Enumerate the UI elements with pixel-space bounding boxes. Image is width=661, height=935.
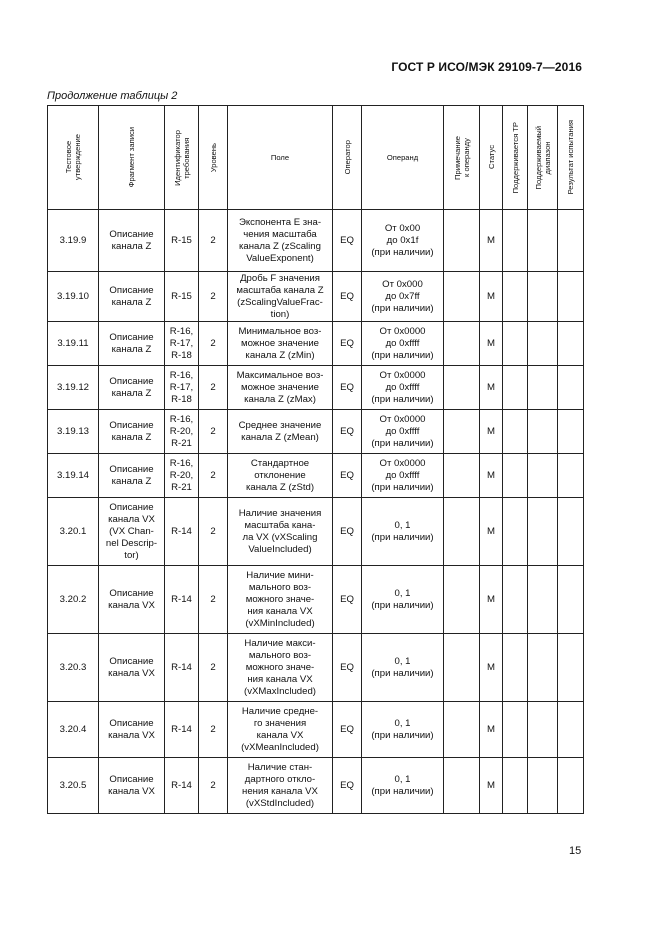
cell-text: Наличие мини- мального воз- можного значе- ния канала VX (vXMinIncluded) (245, 569, 315, 629)
field-cell (228, 758, 333, 814)
level-cell (199, 498, 228, 566)
operand-note-cell (444, 410, 480, 454)
column-header-label: Уровень (208, 142, 218, 173)
table-row (48, 366, 584, 410)
requirement-id-cell (165, 498, 199, 566)
supported-range-cell (528, 498, 558, 566)
tp-support-cell (503, 634, 528, 702)
status-cell (480, 322, 503, 366)
test-assertion-cell (48, 702, 99, 758)
operand-note-cell (444, 634, 480, 702)
cell-text: 3.19.10 (56, 290, 89, 302)
cell-text: От 0x000 до 0x7ff (при наличии) (371, 278, 434, 314)
level-cell (199, 566, 228, 634)
test-result-cell (558, 758, 584, 814)
cell-text: Минимальное воз- можное значение канала Z (zMin) (238, 325, 322, 361)
cell-text: EQ (340, 234, 354, 246)
cell-text: M (487, 593, 495, 605)
operand-cell (362, 322, 444, 366)
cell-text: EQ (340, 425, 354, 437)
cell-text: M (487, 723, 495, 735)
level-cell (199, 758, 228, 814)
table-row (48, 322, 584, 366)
cell-text: R-14 (171, 723, 192, 735)
requirement-id-cell (165, 366, 199, 410)
cell-text: Описание канала Z (109, 375, 154, 399)
requirement-id-cell (165, 454, 199, 498)
table-body (48, 210, 584, 814)
operator-cell (333, 454, 362, 498)
record-fragment-cell (99, 454, 165, 498)
operand-note-cell (444, 566, 480, 634)
operand-note-cell (444, 210, 480, 272)
requirement-id-cell (165, 634, 199, 702)
operator-cell (333, 272, 362, 322)
cell-text: Описание канала VX (108, 587, 155, 611)
cell-text: Дробь F значения масштаба канала Z (zScalingValueFrac- tion) (236, 272, 324, 320)
cell-text: Наличие макси- мального воз- можного значе- ния канала VX (vXMaxIncluded) (244, 637, 316, 697)
cell-text: 3.20.4 (59, 723, 87, 735)
supported-range-cell (528, 210, 558, 272)
table-row (48, 566, 584, 634)
field-cell (228, 410, 333, 454)
record-fragment-cell (99, 566, 165, 634)
cell-text: Описание канала VX (108, 655, 155, 679)
supported-range-cell (528, 634, 558, 702)
cell-text: 2 (210, 381, 216, 393)
cell-text: M (487, 525, 495, 537)
cell-text: 2 (210, 290, 216, 302)
cell-text: R-16, R-17, R-18 (169, 369, 194, 405)
record-fragment-cell (99, 272, 165, 322)
column-header (362, 106, 444, 210)
test-assertion-cell (48, 758, 99, 814)
cell-text: Описание канала Z (109, 284, 154, 308)
cell-text: EQ (340, 381, 354, 393)
cell-text: R-16, R-20, R-21 (169, 457, 194, 493)
cell-text: R-16, R-20, R-21 (169, 413, 194, 449)
field-cell (228, 702, 333, 758)
field-cell (228, 322, 333, 366)
cell-text: R-14 (171, 661, 192, 673)
status-cell (480, 454, 503, 498)
record-fragment-cell (99, 210, 165, 272)
test-result-cell (558, 410, 584, 454)
cell-text: От 0x0000 до 0xffff (при наличии) (371, 369, 434, 405)
cell-text: M (487, 469, 495, 481)
level-cell (199, 634, 228, 702)
cell-text: EQ (340, 661, 354, 673)
supported-range-cell (528, 758, 558, 814)
operator-cell (333, 410, 362, 454)
operand-cell (362, 566, 444, 634)
cell-text: От 0x0000 до 0xffff (при наличии) (371, 457, 434, 493)
operator-cell (333, 322, 362, 366)
test-assertion-cell (48, 410, 99, 454)
requirement-id-cell (165, 566, 199, 634)
operand-note-cell (444, 702, 480, 758)
cell-text: EQ (340, 723, 354, 735)
cell-text: Максимальное воз- можное значение канала Z (zMax) (236, 369, 324, 405)
cell-text: M (487, 425, 495, 437)
cell-text: M (487, 290, 495, 302)
cell-text: 2 (210, 525, 216, 537)
cell-text: Описание канала Z (109, 463, 154, 487)
column-header-label: Статус (486, 145, 496, 170)
test-assertion-cell (48, 272, 99, 322)
column-header-label: Операнд (386, 152, 419, 162)
record-fragment-cell (99, 758, 165, 814)
status-cell (480, 634, 503, 702)
operand-note-cell (444, 498, 480, 566)
cell-text: 3.19.14 (56, 469, 89, 481)
level-cell (199, 210, 228, 272)
status-cell (480, 410, 503, 454)
test-result-cell (558, 634, 584, 702)
level-cell (199, 410, 228, 454)
record-fragment-cell (99, 498, 165, 566)
column-header-label: Примечание к операнду (452, 135, 471, 180)
operator-cell (333, 366, 362, 410)
status-cell (480, 702, 503, 758)
operator-cell (333, 210, 362, 272)
field-cell (228, 366, 333, 410)
cell-text: M (487, 234, 495, 246)
cell-text: Наличие стан- дартного откло- нения канала VX (vXStdIncluded) (242, 761, 318, 809)
cell-text: M (487, 661, 495, 673)
field-cell (228, 634, 333, 702)
supported-range-cell (528, 366, 558, 410)
requirement-id-cell (165, 272, 199, 322)
requirement-id-cell (165, 702, 199, 758)
column-header-label: Оператор (342, 140, 352, 175)
tp-support-cell (503, 366, 528, 410)
table-row (48, 702, 584, 758)
table-row (48, 634, 584, 702)
tp-support-cell (503, 758, 528, 814)
cell-text: 3.20.1 (59, 525, 87, 537)
record-fragment-cell (99, 702, 165, 758)
operator-cell (333, 566, 362, 634)
column-header-label: Идентификатор требования (172, 129, 191, 186)
column-header (228, 106, 333, 210)
cell-text: 2 (210, 234, 216, 246)
operand-cell (362, 634, 444, 702)
cell-text: Описание канала Z (109, 331, 154, 355)
cell-text: Экспонента E зна- чения масштаба канала Z (zScaling ValueExponent) (238, 216, 322, 264)
requirements-table (47, 105, 584, 814)
column-header (165, 106, 199, 210)
column-header-label: Поддерживаемый диапазон (533, 125, 552, 190)
column-header (333, 106, 362, 210)
column-header (528, 106, 558, 210)
field-cell (228, 454, 333, 498)
status-cell (480, 366, 503, 410)
cell-text: 3.20.2 (59, 593, 87, 605)
cell-text: 0, 1 (при наличии) (371, 773, 434, 797)
test-result-cell (558, 454, 584, 498)
table-row (48, 272, 584, 322)
tp-support-cell (503, 210, 528, 272)
cell-text: Описание канала VX (VX Chan- nel Descrip- tor) (105, 501, 158, 561)
cell-text: M (487, 381, 495, 393)
table-caption: Продолжение таблицы 2 (47, 90, 178, 102)
test-result-cell (558, 498, 584, 566)
operator-cell (333, 634, 362, 702)
cell-text: EQ (340, 469, 354, 481)
level-cell (199, 702, 228, 758)
status-cell (480, 498, 503, 566)
record-fragment-cell (99, 322, 165, 366)
page-number: 15 (569, 845, 582, 857)
cell-text: Среднее значение канала Z (zMean) (238, 419, 322, 443)
column-header-label: Поддерживается ТР (510, 121, 520, 194)
column-header-label: Тестовое утверждение (64, 134, 82, 181)
test-assertion-cell (48, 366, 99, 410)
table-row (48, 454, 584, 498)
cell-text: Наличие значения масштаба кана- ла VX (vXScaling ValueIncluded) (238, 507, 322, 555)
cell-text: 2 (210, 469, 216, 481)
test-result-cell (558, 366, 584, 410)
column-header (480, 106, 503, 210)
status-cell (480, 210, 503, 272)
tp-support-cell (503, 498, 528, 566)
cell-text: 2 (210, 723, 216, 735)
cell-text: R-16, R-17, R-18 (169, 325, 194, 361)
field-cell (228, 566, 333, 634)
document-header: ГОСТ Р ИСО/МЭК 29109-7—2016 (391, 60, 582, 74)
cell-text: Описание канала VX (108, 773, 155, 797)
table-header-row (48, 106, 584, 210)
cell-text: M (487, 337, 495, 349)
tp-support-cell (503, 272, 528, 322)
test-result-cell (558, 566, 584, 634)
cell-text: Наличие средне- го значения канала VX (vXMeanIncluded) (241, 705, 319, 753)
operand-cell (362, 366, 444, 410)
column-header (99, 106, 165, 210)
cell-text: От 0x0000 до 0xffff (при наличии) (371, 413, 434, 449)
cell-text: 3.19.13 (56, 425, 89, 437)
cell-text: M (487, 779, 495, 791)
tp-support-cell (503, 322, 528, 366)
supported-range-cell (528, 702, 558, 758)
cell-text: 2 (210, 425, 216, 437)
field-cell (228, 272, 333, 322)
tp-support-cell (503, 454, 528, 498)
cell-text: R-15 (171, 234, 192, 246)
tp-support-cell (503, 410, 528, 454)
cell-text: 0, 1 (при наличии) (371, 655, 434, 679)
test-result-cell (558, 210, 584, 272)
cell-text: 3.19.9 (59, 234, 87, 246)
cell-text: 2 (210, 337, 216, 349)
test-result-cell (558, 702, 584, 758)
test-assertion-cell (48, 498, 99, 566)
cell-text: От 0x00 до 0x1f (при наличии) (371, 222, 434, 258)
test-result-cell (558, 322, 584, 366)
cell-text: EQ (340, 525, 354, 537)
cell-text: 3.19.11 (57, 337, 89, 349)
supported-range-cell (528, 566, 558, 634)
operand-cell (362, 210, 444, 272)
column-header-label: Фрагмент записи (127, 127, 136, 188)
test-assertion-cell (48, 322, 99, 366)
operand-cell (362, 702, 444, 758)
operand-cell (362, 410, 444, 454)
column-header (48, 106, 99, 210)
cell-text: 0, 1 (при наличии) (371, 519, 434, 543)
tp-support-cell (503, 702, 528, 758)
cell-text: 3.20.3 (59, 661, 87, 673)
cell-text: EQ (340, 779, 354, 791)
column-header (503, 106, 528, 210)
cell-text: R-14 (171, 593, 192, 605)
cell-text: 2 (210, 593, 216, 605)
table-row (48, 210, 584, 272)
test-result-cell (558, 272, 584, 322)
requirement-id-cell (165, 410, 199, 454)
status-cell (480, 566, 503, 634)
cell-text: EQ (340, 337, 354, 349)
column-header-label: Результат испытания (566, 120, 575, 195)
operand-cell (362, 498, 444, 566)
table-row (48, 410, 584, 454)
operator-cell (333, 758, 362, 814)
field-cell (228, 498, 333, 566)
cell-text: R-14 (171, 525, 192, 537)
cell-text: 2 (210, 661, 216, 673)
tp-support-cell (503, 566, 528, 634)
cell-text: 3.20.5 (59, 779, 87, 791)
column-header (199, 106, 228, 210)
level-cell (199, 366, 228, 410)
operand-note-cell (444, 366, 480, 410)
cell-text: EQ (340, 593, 354, 605)
cell-text: 2 (210, 779, 216, 791)
record-fragment-cell (99, 410, 165, 454)
cell-text: Описание канала Z (109, 419, 154, 443)
supported-range-cell (528, 272, 558, 322)
cell-text: R-15 (171, 290, 192, 302)
requirement-id-cell (165, 322, 199, 366)
supported-range-cell (528, 322, 558, 366)
cell-text: Описание канала VX (108, 717, 155, 741)
level-cell (199, 454, 228, 498)
table-row (48, 498, 584, 566)
operand-note-cell (444, 272, 480, 322)
cell-text: 0, 1 (при наличии) (371, 717, 434, 741)
record-fragment-cell (99, 634, 165, 702)
test-assertion-cell (48, 210, 99, 272)
operand-cell (362, 758, 444, 814)
column-header (444, 106, 480, 210)
table-row (48, 758, 584, 814)
level-cell (199, 272, 228, 322)
operand-cell (362, 454, 444, 498)
requirement-id-cell (165, 758, 199, 814)
cell-text: EQ (340, 290, 354, 302)
status-cell (480, 758, 503, 814)
test-assertion-cell (48, 454, 99, 498)
cell-text: Описание канала Z (109, 228, 154, 252)
status-cell (480, 272, 503, 322)
requirement-id-cell (165, 210, 199, 272)
operand-note-cell (444, 758, 480, 814)
operand-note-cell (444, 322, 480, 366)
cell-text: R-14 (171, 779, 192, 791)
cell-text: От 0x0000 до 0xffff (при наличии) (371, 325, 434, 361)
cell-text: 0, 1 (при наличии) (371, 587, 434, 611)
test-assertion-cell (48, 566, 99, 634)
operator-cell (333, 702, 362, 758)
supported-range-cell (528, 410, 558, 454)
column-header-label: Поле (270, 152, 290, 162)
cell-text: 3.19.12 (56, 381, 89, 393)
cell-text: Стандартное отклонение канала Z (zStd) (245, 457, 315, 493)
supported-range-cell (528, 454, 558, 498)
operator-cell (333, 498, 362, 566)
level-cell (199, 322, 228, 366)
record-fragment-cell (99, 366, 165, 410)
operand-note-cell (444, 454, 480, 498)
operand-cell (362, 272, 444, 322)
column-header (558, 106, 584, 210)
test-assertion-cell (48, 634, 99, 702)
field-cell (228, 210, 333, 272)
